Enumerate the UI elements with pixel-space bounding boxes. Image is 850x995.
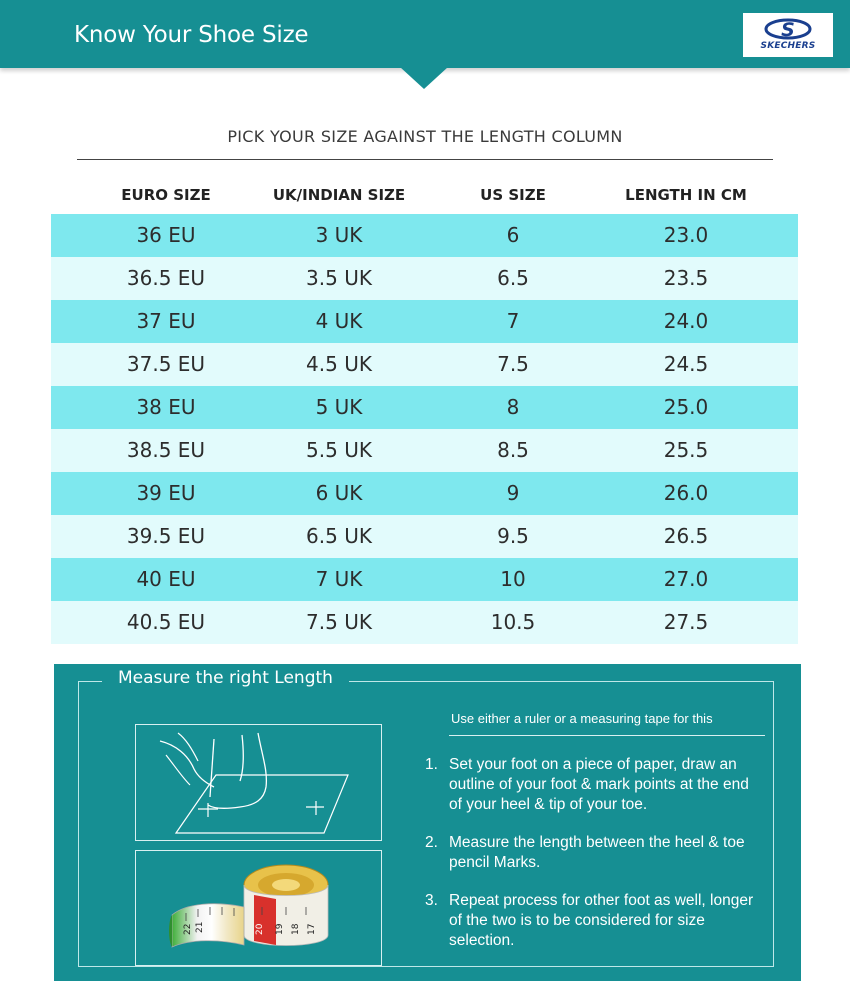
cell-us: 6.5	[497, 266, 529, 290]
cell-euro: 36 EU	[136, 223, 196, 247]
page-header	[0, 0, 850, 68]
cell-uk: 3.5 UK	[306, 266, 372, 290]
measure-panel-frame	[78, 681, 774, 967]
header-us-size: US SIZE	[480, 186, 546, 204]
table-row	[51, 472, 798, 515]
list-item	[425, 833, 765, 873]
cell-uk: 3 UK	[315, 223, 363, 247]
cell-us: 8.5	[497, 438, 529, 462]
table-row	[51, 386, 798, 429]
foot-outline-illustration	[135, 724, 382, 841]
svg-text:20: 20	[255, 923, 265, 935]
cell-uk: 6.5 UK	[306, 524, 372, 548]
cell-uk: 7 UK	[315, 567, 363, 591]
cell-length: 25.5	[663, 438, 709, 462]
list-item	[425, 891, 765, 951]
cell-us: 10	[500, 567, 526, 591]
measure-panel	[54, 664, 801, 981]
table-row	[51, 515, 798, 558]
cell-length: 25.0	[663, 395, 709, 419]
instruction-divider	[77, 159, 773, 160]
cell-euro: 40 EU	[136, 567, 196, 591]
cell-uk: 4.5 UK	[306, 352, 372, 376]
size-table	[51, 214, 798, 644]
cell-euro: 39.5 EU	[126, 524, 206, 548]
step-text: Measure the length between the heel & toe pencil Marks.	[449, 834, 745, 871]
cell-length: 27.0	[663, 567, 709, 591]
header-euro-size: EURO SIZE	[121, 186, 211, 204]
size-table-headers	[51, 186, 798, 206]
step-text: Set your foot on a piece of paper, draw an outline of your foot & mark points at the end of your heel & tip of your toe.	[449, 756, 749, 813]
svg-text:21: 21	[195, 921, 205, 933]
svg-text:S: S	[781, 19, 795, 41]
cell-uk: 7.5 UK	[306, 610, 372, 634]
cell-us: 7.5	[497, 352, 529, 376]
list-item	[425, 755, 765, 815]
table-row	[51, 601, 798, 644]
cell-us: 10.5	[490, 610, 536, 634]
cell-euro: 38.5 EU	[126, 438, 206, 462]
cell-length: 26.5	[663, 524, 709, 548]
measure-steps	[425, 755, 765, 969]
cell-length: 26.0	[663, 481, 709, 505]
table-row	[51, 257, 798, 300]
svg-text:18: 18	[291, 923, 301, 935]
cell-length: 27.5	[663, 610, 709, 634]
cell-us: 8	[506, 395, 520, 419]
cell-length: 24.5	[663, 352, 709, 376]
cell-uk: 5.5 UK	[306, 438, 372, 462]
header-uk-indian-size: UK/INDIAN SIZE	[272, 186, 406, 204]
table-row	[51, 214, 798, 257]
table-row	[51, 343, 798, 386]
header-pointer	[400, 67, 448, 89]
cell-euro: 37 EU	[136, 309, 196, 333]
skechers-logo-mark-icon	[743, 13, 833, 43]
cell-uk: 6 UK	[315, 481, 363, 505]
cell-euro: 37.5 EU	[126, 352, 206, 376]
skechers-logo-text: SKECHERS	[760, 41, 816, 51]
cell-uk: 4 UK	[315, 309, 363, 333]
table-row	[51, 558, 798, 601]
measure-panel-title: Measure the right Length	[102, 668, 349, 688]
cell-us: 9.5	[497, 524, 529, 548]
step-number: 3.	[425, 892, 438, 909]
measuring-tape-icon	[136, 851, 381, 965]
step-number: 1.	[425, 756, 438, 773]
cell-euro: 40.5 EU	[126, 610, 206, 634]
table-row	[51, 300, 798, 343]
svg-text:17: 17	[307, 923, 317, 935]
svg-text:19: 19	[275, 923, 285, 935]
cell-length: 23.5	[663, 266, 709, 290]
measure-subnote: Use either a ruler or a measuring tape for this	[451, 711, 713, 726]
cell-uk: 5 UK	[315, 395, 363, 419]
skechers-logo	[743, 13, 833, 57]
size-instruction: PICK YOUR SIZE AGAINST THE LENGTH COLUMN	[227, 127, 623, 146]
table-row	[51, 429, 798, 472]
cell-us: 6	[506, 223, 520, 247]
cell-euro: 39 EU	[136, 481, 196, 505]
cell-length: 23.0	[663, 223, 709, 247]
page-title: Know Your Shoe Size	[74, 22, 309, 48]
svg-text:22: 22	[183, 923, 193, 935]
step-number: 2.	[425, 834, 438, 851]
subnote-divider	[449, 735, 765, 736]
cell-length: 24.0	[663, 309, 709, 333]
cell-us: 7	[506, 309, 520, 333]
measuring-tape-illustration	[135, 850, 382, 966]
step-text: Repeat process for other foot as well, longer of the two is to be considered for size selection.	[449, 892, 754, 949]
cell-us: 9	[506, 481, 520, 505]
header-length-cm: LENGTH IN CM	[625, 186, 747, 204]
cell-euro: 36.5 EU	[126, 266, 206, 290]
cell-euro: 38 EU	[136, 395, 196, 419]
foot-drawing-icon	[136, 725, 381, 840]
